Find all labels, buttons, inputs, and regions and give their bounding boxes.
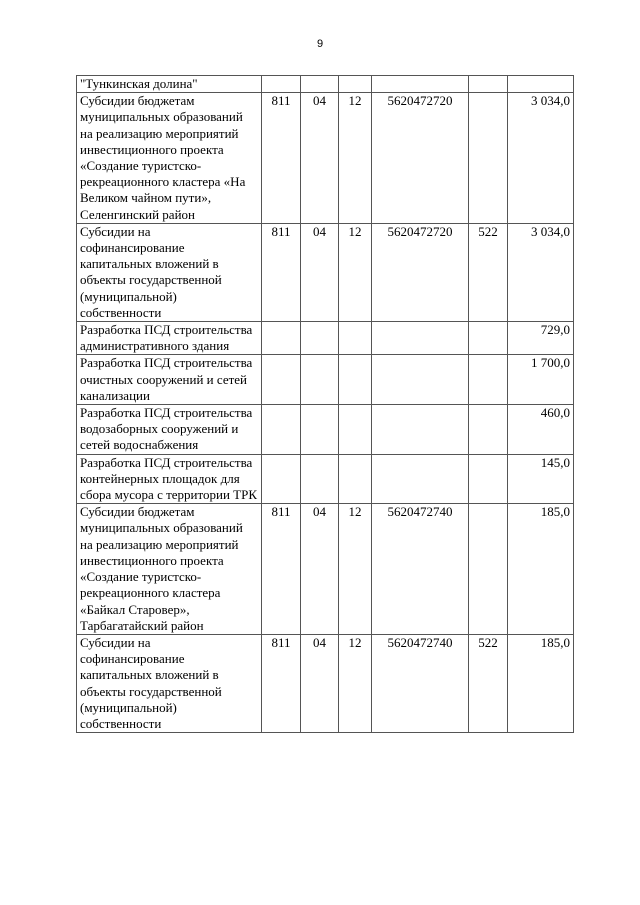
- table-row: [77, 223, 574, 321]
- row-name-cell: Субсидии на софинансирование капитальных вложений в объекты государственной (муниципальной) собственности: [77, 634, 262, 732]
- row-amount-cell: 185,0: [508, 504, 574, 635]
- row-subsection-cell: 12: [339, 634, 372, 732]
- page-number: 9: [316, 38, 324, 50]
- row-expense-type-cell: [469, 76, 508, 93]
- row-name-cell: Разработка ПСД строительства контейнерных площадок для сбора мусора с территории ТРК: [77, 454, 262, 504]
- table-row: [77, 76, 574, 93]
- row-amount-cell: [508, 76, 574, 93]
- row-section-cell: [301, 355, 339, 405]
- row-target-article-cell: 5620472740: [372, 634, 469, 732]
- row-target-article-cell: 5620472720: [372, 93, 469, 224]
- row-expense-type-cell: 522: [469, 223, 508, 321]
- row-grbs-cell: 811: [262, 93, 301, 224]
- table-row: [77, 322, 574, 355]
- row-expense-type-cell: [469, 355, 508, 405]
- table-row: [77, 504, 574, 635]
- row-target-article-cell: [372, 76, 469, 93]
- row-amount-cell: 185,0: [508, 634, 574, 732]
- row-subsection-cell: [339, 76, 372, 93]
- row-amount-cell: 460,0: [508, 405, 574, 455]
- row-name-cell: Разработка ПСД строительства водозаборных сооружений и сетей водоснабжения: [77, 405, 262, 455]
- row-grbs-cell: [262, 454, 301, 504]
- row-grbs-cell: 811: [262, 634, 301, 732]
- row-amount-cell: 1 700,0: [508, 355, 574, 405]
- row-section-cell: 04: [301, 634, 339, 732]
- row-grbs-cell: [262, 322, 301, 355]
- row-section-cell: 04: [301, 504, 339, 635]
- row-section-cell: [301, 322, 339, 355]
- budget-table-body: [77, 76, 574, 733]
- row-expense-type-cell: [469, 405, 508, 455]
- row-subsection-cell: [339, 322, 372, 355]
- table-row: [77, 634, 574, 732]
- row-amount-cell: 3 034,0: [508, 223, 574, 321]
- row-amount-cell: 729,0: [508, 322, 574, 355]
- row-target-article-cell: 5620472720: [372, 223, 469, 321]
- budget-table: [76, 75, 574, 733]
- table-row: [77, 405, 574, 455]
- row-target-article-cell: 5620472740: [372, 504, 469, 635]
- row-name-cell: Субсидии на софинансирование капитальных вложений в объекты государственной (муниципальной) собственности: [77, 223, 262, 321]
- row-grbs-cell: 811: [262, 223, 301, 321]
- row-amount-cell: 145,0: [508, 454, 574, 504]
- row-expense-type-cell: [469, 93, 508, 224]
- row-expense-type-cell: [469, 322, 508, 355]
- row-target-article-cell: [372, 454, 469, 504]
- row-expense-type-cell: [469, 504, 508, 635]
- row-expense-type-cell: 522: [469, 634, 508, 732]
- row-grbs-cell: [262, 405, 301, 455]
- row-name-cell: Разработка ПСД строительства административного здания: [77, 322, 262, 355]
- row-name-cell: Субсидии бюджетам муниципальных образований на реализацию мероприятий инвестиционного проекта «Создание туристско-рекреационного кластера «Байкал Старовер», Тарбагатайский район: [77, 504, 262, 635]
- row-grbs-cell: [262, 355, 301, 405]
- row-section-cell: [301, 405, 339, 455]
- row-grbs-cell: 811: [262, 504, 301, 635]
- row-section-cell: [301, 454, 339, 504]
- row-section-cell: 04: [301, 223, 339, 321]
- table-row: [77, 355, 574, 405]
- row-name-cell: Субсидии бюджетам муниципальных образований на реализацию мероприятий инвестиционного проекта «Создание туристско-рекреационного кластера «На Великом чайном пути», Селенгинский район: [77, 93, 262, 224]
- row-grbs-cell: [262, 76, 301, 93]
- table-row: [77, 454, 574, 504]
- row-subsection-cell: 12: [339, 93, 372, 224]
- row-subsection-cell: [339, 355, 372, 405]
- row-name-cell: Разработка ПСД строительства очистных сооружений и сетей канализации: [77, 355, 262, 405]
- row-expense-type-cell: [469, 454, 508, 504]
- row-target-article-cell: [372, 355, 469, 405]
- row-subsection-cell: [339, 454, 372, 504]
- row-amount-cell: 3 034,0: [508, 93, 574, 224]
- row-name-cell: "Тункинская долина": [77, 76, 262, 93]
- row-target-article-cell: [372, 322, 469, 355]
- row-subsection-cell: 12: [339, 223, 372, 321]
- table-row: [77, 93, 574, 224]
- row-section-cell: [301, 76, 339, 93]
- row-section-cell: 04: [301, 93, 339, 224]
- row-target-article-cell: [372, 405, 469, 455]
- row-subsection-cell: 12: [339, 504, 372, 635]
- row-subsection-cell: [339, 405, 372, 455]
